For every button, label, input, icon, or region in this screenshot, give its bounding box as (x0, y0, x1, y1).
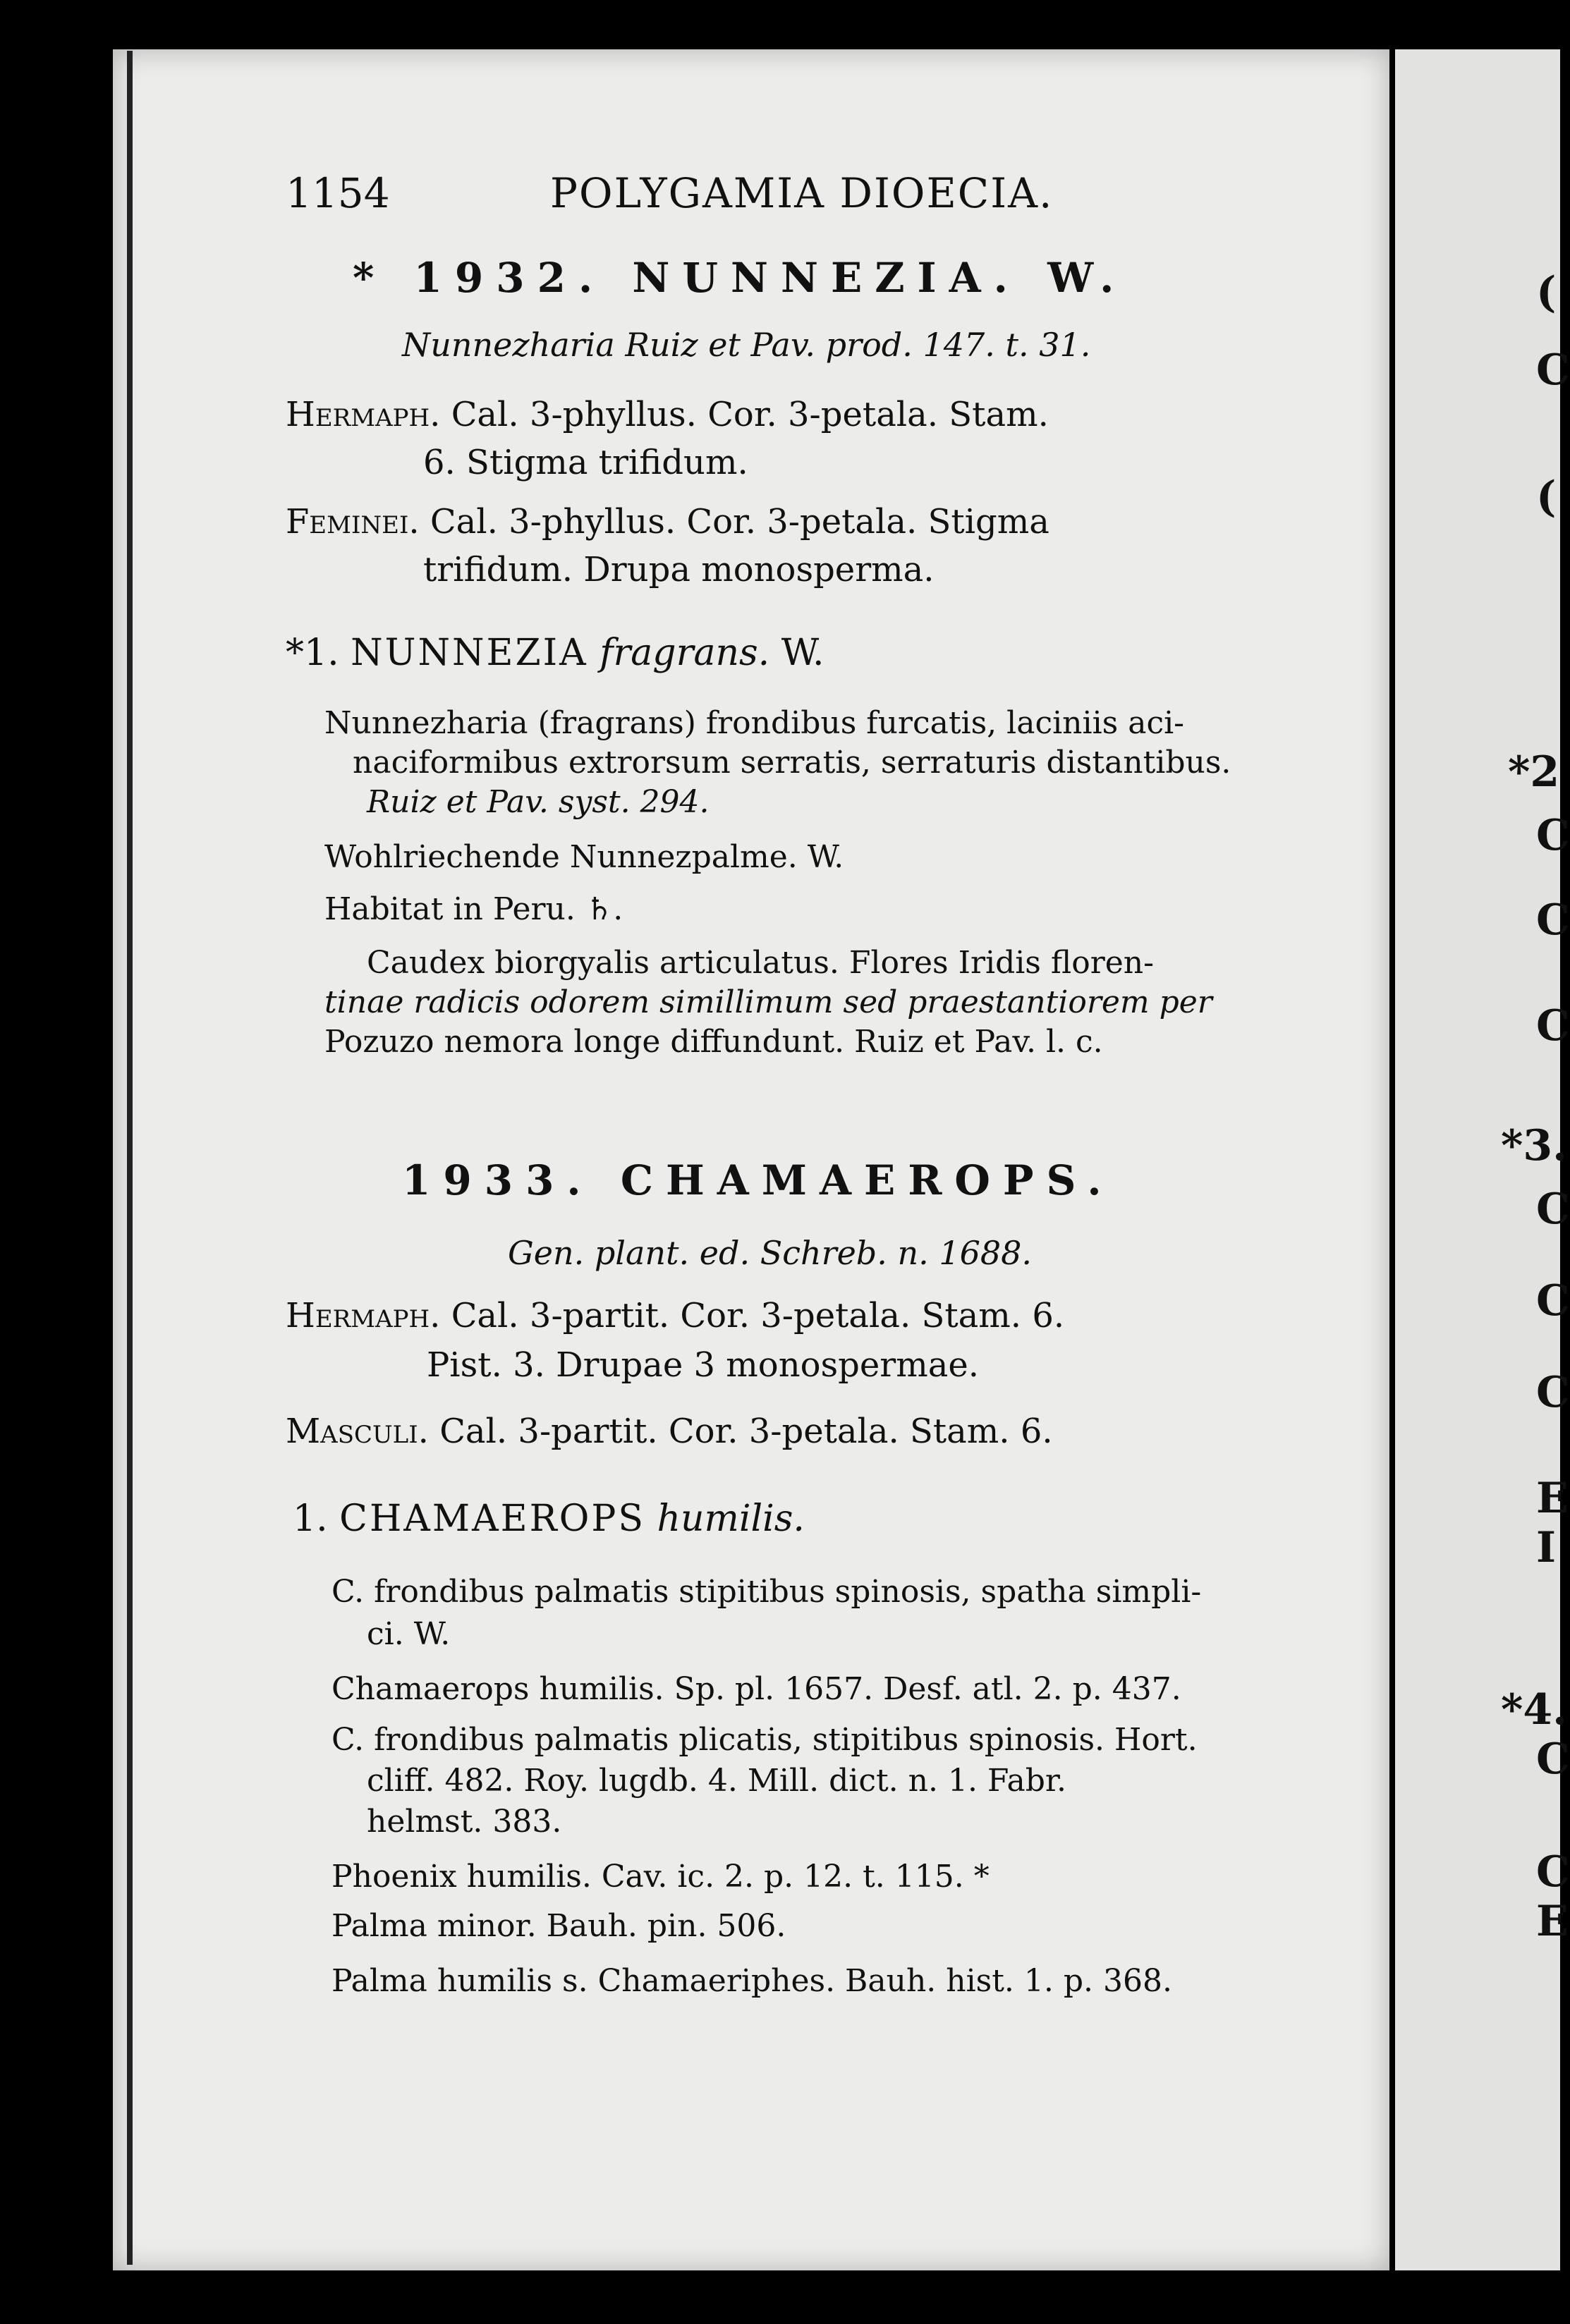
species-note-line: Pozuzo nemora longe diffundunt. Ruiz et Pav. l. c. (324, 1024, 1103, 1060)
facing-fragment: C (1536, 1185, 1570, 1234)
species-genus: NUNNEZIA (351, 632, 588, 674)
species-number: 1. (293, 1498, 328, 1540)
char-text: Cal. 3-phyllus. Cor. 3-petala. Stam. (451, 395, 1049, 434)
genus-name: CHAMAEROPS. (620, 1156, 1114, 1204)
feminei-characters-cont: trifidum. Drupa monosperma. (423, 550, 935, 589)
facing-fragment: E (1536, 1474, 1569, 1523)
hermaph-characters-cont: 6. Stigma trifidum. (423, 443, 748, 482)
facing-fragment: ( (1536, 472, 1557, 522)
facing-fragment: C (1536, 1735, 1570, 1784)
feminei-characters (286, 502, 1049, 542)
facing-fragment: E (1536, 1897, 1569, 1946)
genus-heading (353, 254, 1126, 302)
species-note-line: Caudex biorgyalis articulatus. Flores Iridis floren- (367, 945, 1154, 981)
facing-fragment: ( (1536, 268, 1557, 317)
genus-number: 1933. (402, 1156, 594, 1204)
facing-fragment: *2 (1508, 747, 1560, 797)
hermaph-label: Hermaph. (286, 1296, 441, 1335)
hermaph-characters-cont: Pist. 3. Drupae 3 monospermae. (427, 1345, 980, 1385)
facing-fragment: *4. (1501, 1685, 1568, 1735)
synonym-line: cliff. 482. Roy. lugdb. 4. Mill. dict. n. 1. Fabr. (367, 1763, 1067, 1799)
synonym-line: helmst. 383. (367, 1804, 562, 1840)
species-author: W. (781, 632, 824, 674)
facing-fragment: C (1536, 1368, 1570, 1417)
facing-fragment: *3. (1501, 1121, 1568, 1170)
facing-fragment: C (1536, 345, 1570, 395)
synonym-line: Palma humilis s. Chamaeriphes. Bauh. hist. 1. p. 368. (331, 1963, 1172, 1999)
running-title: POLYGAMIA DIOECIA. (550, 169, 1054, 217)
synonym-line: C. frondibus palmatis stipitibus spinosis, spatha simpli- (331, 1574, 1202, 1610)
facing-fragment: C (1536, 1847, 1570, 1897)
char-text: Cal. 3-partit. Cor. 3-petala. Stam. 6. (439, 1412, 1053, 1451)
genus-synonym-citation: Nunnezharia Ruiz et Pav. prod. 147. t. 31. (402, 326, 1091, 364)
facing-fragment: I (1536, 1523, 1557, 1572)
hermaph-label: Hermaph. (286, 395, 441, 434)
char-text: Cal. 3-phyllus. Cor. 3-petala. Stigma (430, 502, 1049, 542)
species-heading (286, 632, 824, 674)
masculi-label: Masculi. (286, 1412, 429, 1451)
species-epithet: fragrans. (600, 632, 770, 674)
vernacular-name: Wohlriechende Nunnezpalme. W. (324, 839, 844, 875)
hermaph-characters (286, 395, 1049, 434)
hermaph-characters (286, 1296, 1064, 1335)
synonym-line: C. frondibus palmatis plicatis, stipitibus spinosis. Hort. (331, 1722, 1198, 1758)
species-note-line: tinae radicis odorem simillimum sed praestantiorem per (324, 984, 1212, 1020)
species-number: *1. (286, 632, 339, 674)
facing-fragment: C (1536, 1276, 1570, 1326)
species-description-line: Nunnezharia (fragrans) frondibus furcatis, laciniis aci- (324, 705, 1185, 741)
char-text: Cal. 3-partit. Cor. 3-petala. Stam. 6. (451, 1296, 1065, 1335)
facing-page-edge (1395, 49, 1570, 2270)
facing-fragment: C (1536, 811, 1570, 860)
species-heading (293, 1498, 805, 1540)
page-gutter-line (127, 51, 133, 2265)
facing-fragment: C (1536, 1001, 1570, 1051)
masculi-characters (286, 1412, 1053, 1451)
facing-fragment: C (1536, 895, 1570, 945)
species-description-citation: Ruiz et Pav. syst. 294. (367, 784, 710, 820)
synonym-line: Phoenix humilis. Cav. ic. 2. p. 12. t. 115. * (331, 1859, 990, 1895)
species-description-line: naciformibus extrorsum serratis, serraturis distantibus. (353, 745, 1231, 781)
page-number: 1154 (286, 169, 390, 217)
feminei-label: Feminei. (286, 502, 420, 542)
species-genus: CHAMAEROPS (339, 1498, 645, 1540)
genus-number: 1932. (413, 254, 606, 302)
synonym-line: Palma minor. Bauh. pin. 506. (331, 1908, 786, 1944)
genus-citation: Gen. plant. ed. Schreb. n. 1688. (508, 1234, 1033, 1272)
species-epithet: humilis. (657, 1498, 805, 1540)
synonym-line: Chamaerops humilis. Sp. pl. 1657. Desf. atl. 2. p. 437. (331, 1671, 1181, 1707)
genus-marker: * (353, 254, 387, 302)
genus-name: NUNNEZIA. W. (632, 254, 1127, 302)
genus-heading (402, 1156, 1114, 1204)
habitat: Habitat in Peru. ♄. (324, 891, 623, 927)
synonym-line: ci. W. (367, 1616, 451, 1652)
